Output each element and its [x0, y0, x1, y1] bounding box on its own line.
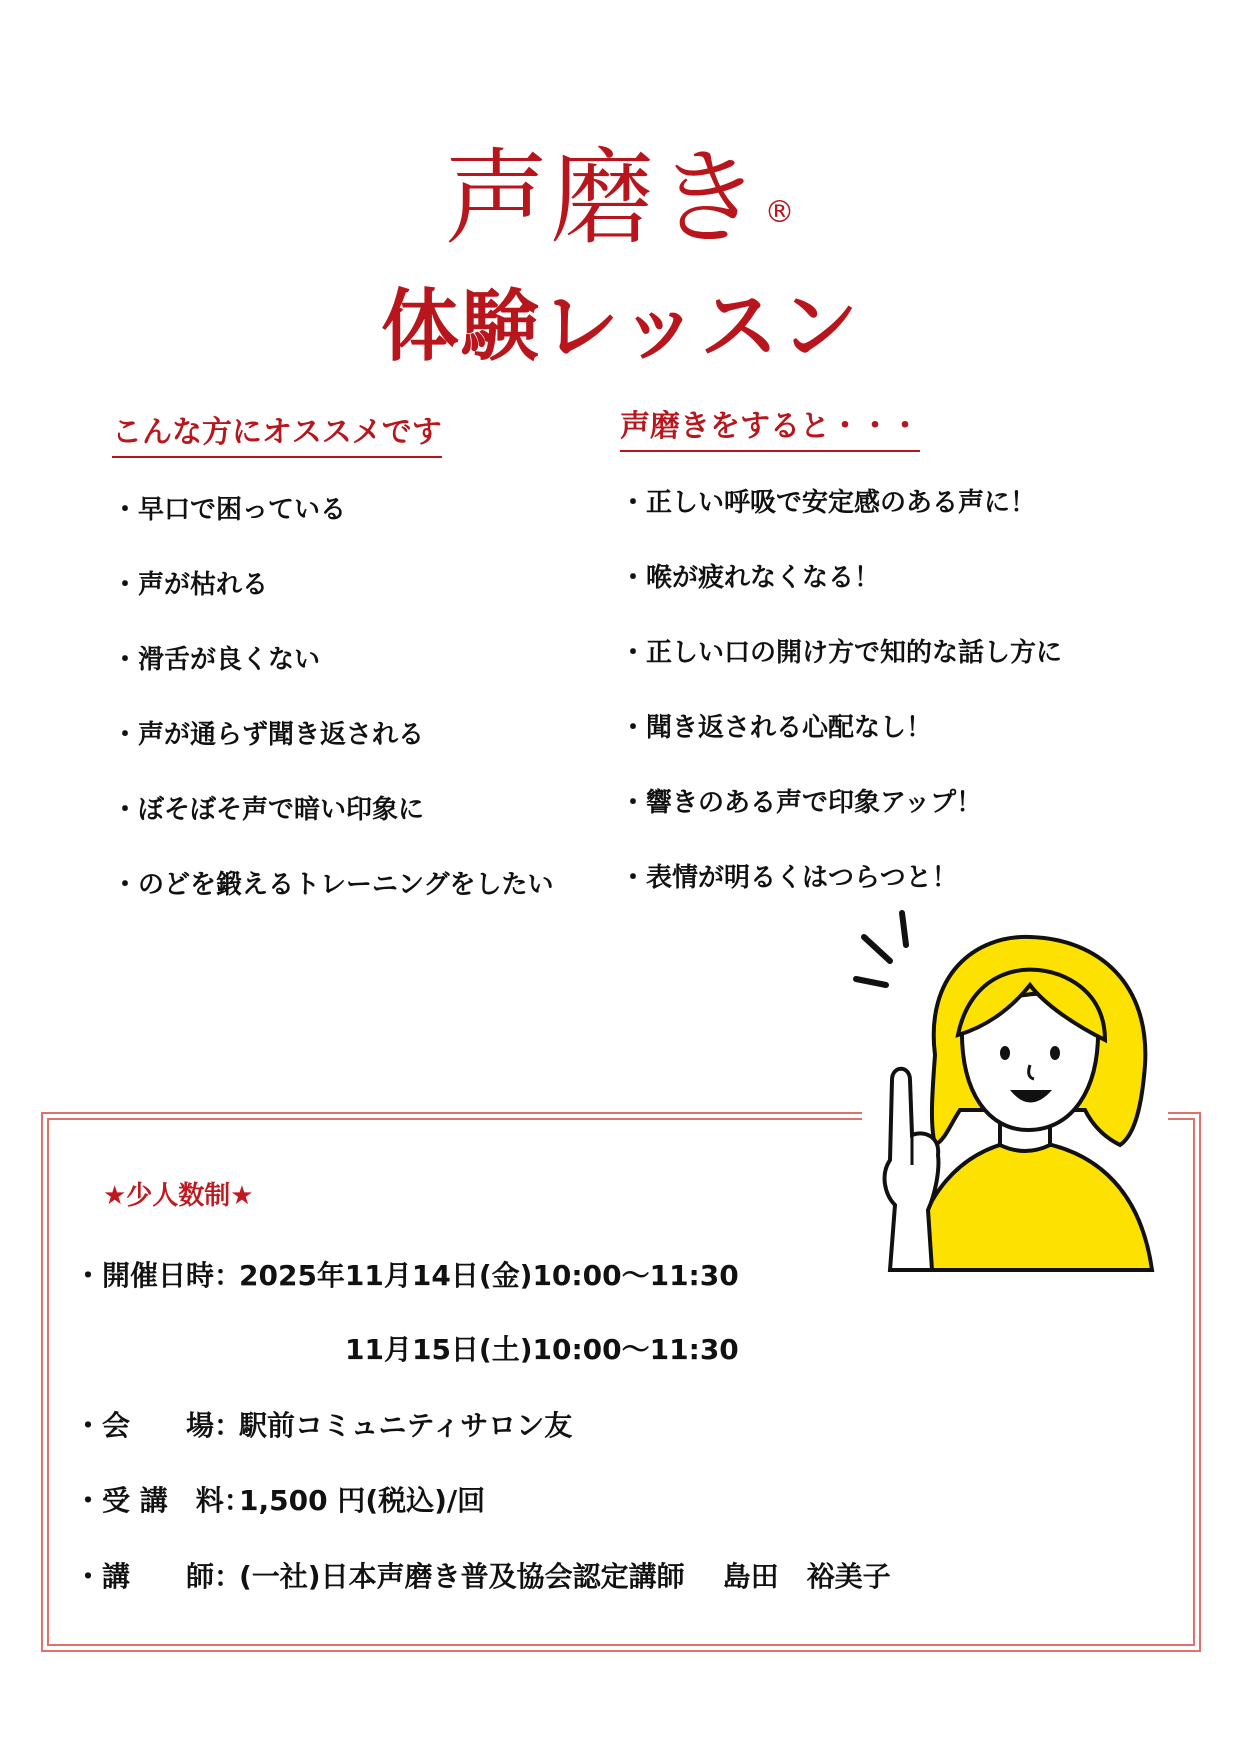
venue-value: 駅前コミュニティサロン友: [239, 1409, 573, 1442]
list-item: ・正しい口の開け方で知的な話し方に: [620, 638, 1063, 668]
small-class-badge: ★少人数制★: [103, 1181, 254, 1211]
list-item: ・聞き返される心配なし！: [620, 713, 933, 743]
fee-label: ・受 講 料：: [74, 1484, 252, 1517]
list-item: ・表情が明るくはつらつと！: [620, 863, 958, 893]
fee-row: [74, 1481, 485, 1521]
date-row: [74, 1256, 739, 1296]
list-item: ・早口で困っている: [112, 495, 347, 525]
venue-row: [74, 1406, 572, 1446]
recommend-list: [112, 490, 553, 940]
brand-title: 声磨き®: [444, 137, 797, 259]
right-column-heading: 声磨きをすると・・・: [620, 408, 920, 452]
fee-value: 1,500 円(税込)/回: [239, 1484, 486, 1517]
registered-mark: ®: [764, 195, 797, 230]
instructor-name: 島田 裕美子: [722, 1560, 891, 1593]
list-item: ・正しい呼吸で安定感のある声に！: [620, 488, 1037, 518]
date-label: ・開催日時：: [74, 1259, 243, 1292]
list-item: ・ぼそぼそ声で暗い印象に: [112, 795, 425, 825]
instructor-org: (一社)日本声磨き普及協会認定講師: [239, 1560, 685, 1593]
date-line-1: 2025年11月14日(金)10:00～11:30: [239, 1259, 739, 1292]
woman-pointing-up-icon: [850, 905, 1170, 1285]
page-subtitle: 体験レッスン: [380, 282, 861, 372]
list-item: ・滑舌が良くない: [112, 645, 321, 675]
list-item: ・声が通らず聞き返される: [112, 720, 425, 750]
left-column-heading: こんな方にオススメです: [112, 414, 442, 458]
list-item: ・声が枯れる: [112, 570, 269, 600]
benefit-list: [620, 483, 1062, 933]
list-item: ・のどを鍛えるトレーニングをしたい: [112, 870, 554, 900]
instructor-label: ・講 師：: [74, 1560, 243, 1593]
date-line-2: 11月15日(土)10:00～11:30: [345, 1333, 739, 1366]
instructor-row: [74, 1557, 891, 1597]
venue-label: ・会 場：: [74, 1409, 243, 1442]
list-item: ・喉が疲れなくなる！: [620, 563, 881, 593]
list-item: ・響きのある声で印象アップ！: [620, 788, 983, 818]
